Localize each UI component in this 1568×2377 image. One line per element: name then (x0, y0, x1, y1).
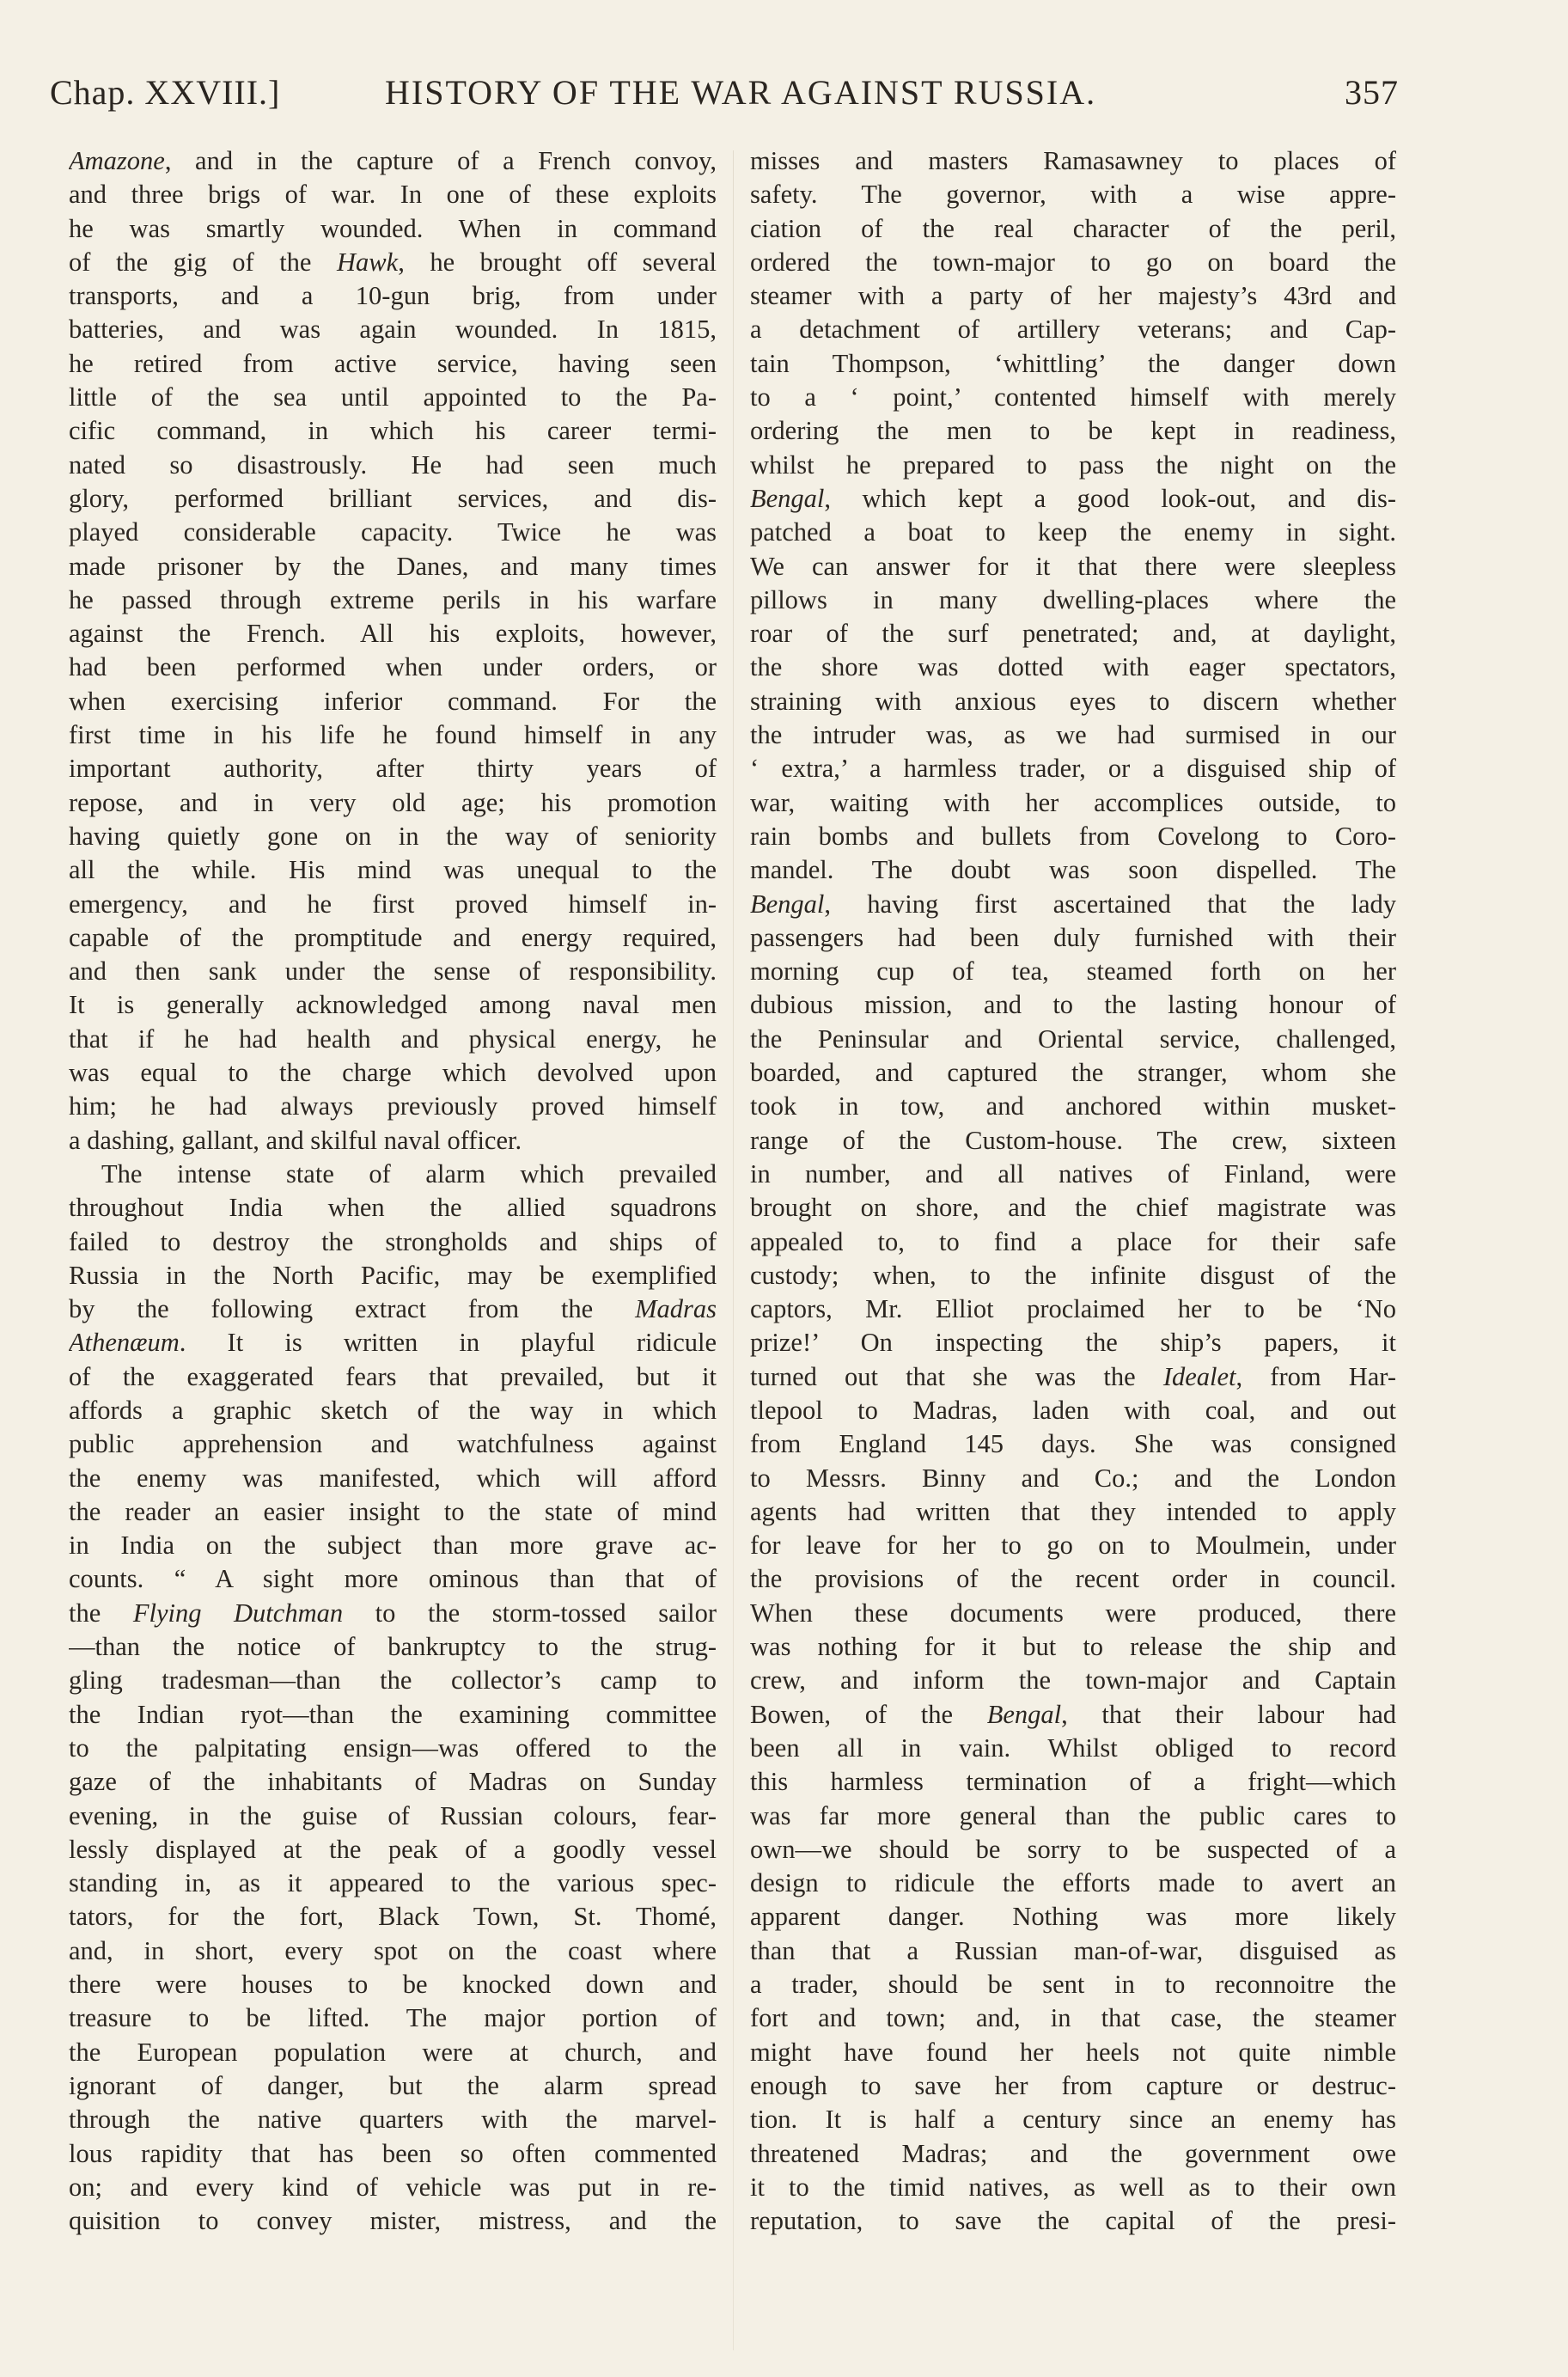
text-line: emergency, and he first proved himself in- (69, 889, 717, 919)
text-line: that if he had health and physical energy, he (69, 1024, 717, 1054)
text-line: boarded, and captured the stranger, whom she (750, 1058, 1396, 1088)
text-line: the Flying Dutchman to the storm-tossed sailor (69, 1598, 717, 1628)
text-line: there were houses to be knocked down and (69, 1970, 717, 2000)
text-line: and then sank under the sense of responsibility. (69, 956, 717, 987)
text-line: to the palpitating ensign—was offered to the (69, 1732, 717, 1763)
text-line: to a ‘ point,’ contented himself with merely (750, 382, 1396, 412)
text-line: apparent danger. Nothing was more likely (750, 1902, 1396, 1932)
text-line: safety. The governor, with a wise appre- (750, 180, 1396, 210)
text-line: When these documents were produced, there (750, 1598, 1396, 1628)
text-line: first time in his life he found himself in any (69, 720, 717, 750)
text-line: tain Thompson, ‘whittling’ the danger down (750, 348, 1396, 378)
text-line: steamer with a party of her majesty’s 43rd and (750, 281, 1396, 311)
text-line: ordered the town-major to go on board the (750, 247, 1396, 277)
page-number: 357 (1345, 73, 1399, 112)
text-line: this harmless termination of a fright—which (750, 1767, 1396, 1797)
chapter-label: Chap. XXVIII.] (50, 73, 281, 112)
text-line: agents had written that they intended to apply (750, 1496, 1396, 1526)
text-line: It is generally acknowledged among naval men (69, 990, 717, 1020)
text-line: from England 145 days. She was consigned (750, 1429, 1396, 1459)
text-line: throughout India when the allied squadrons (69, 1193, 717, 1223)
text-line: design to ridicule the efforts made to avert an (750, 1868, 1396, 1898)
text-line: and three brigs of war. In one of these exploits (69, 180, 717, 210)
text-line: roar of the surf penetrated; and, at daylight, (750, 619, 1396, 649)
text-line: the enemy was manifested, which will afford (69, 1463, 717, 1493)
text-line: the shore was dotted with eager spectators, (750, 652, 1396, 682)
text-line: misses and masters Ramasawney to places of (750, 146, 1396, 175)
text-line: he passed through extreme perils in his warfare (69, 584, 717, 614)
text-line: range of the Custom-house. The crew, sixteen (750, 1125, 1396, 1155)
text-line: the European population were at church, and (69, 2037, 717, 2067)
text-line: glory, performed brilliant services, and dis- (69, 483, 717, 513)
left-column (69, 144, 717, 2238)
text-line: nated so disastrously. He had seen much (69, 449, 717, 480)
text-line: gaze of the inhabitants of Madras on Sunday (69, 1767, 717, 1797)
running-title: HISTORY OF THE WAR AGAINST RUSSIA. (385, 73, 1097, 112)
text-line: in number, and all natives of Finland, were (750, 1158, 1396, 1188)
text-line: the intruder was, as we had surmised in our (750, 720, 1396, 750)
text-line: straining with anxious eyes to discern whether (750, 686, 1396, 716)
text-line: had been performed when under orders, or (69, 652, 717, 682)
running-header (50, 72, 1399, 124)
text-line: he was smartly wounded. When in command (69, 213, 717, 243)
text-line: affords a graphic sketch of the way in which (69, 1395, 717, 1425)
text-line: passengers had been duly furnished with their (750, 922, 1396, 952)
text-line: —than the notice of bankruptcy to the strug- (69, 1632, 717, 1662)
right-column (750, 144, 1396, 2238)
text-line: crew, and inform the town-major and Captain (750, 1665, 1396, 1696)
text-line: dubious mission, and to the lasting honour of (750, 990, 1396, 1020)
text-line: he retired from active service, having seen (69, 348, 717, 378)
text-line: custody; when, to the infinite disgust of the (750, 1260, 1396, 1290)
text-line: the provisions of the recent order in council. (750, 1564, 1396, 1594)
text-line: ciation of the real character of the peril, (750, 213, 1396, 243)
text-line: reputation, to save the capital of the presi- (750, 2206, 1396, 2236)
text-line: was equal to the charge which devolved upon (69, 1058, 717, 1088)
text-line: ignorant of danger, but the alarm spread (69, 2070, 717, 2100)
text-line: patched a boat to keep the enemy in sight. (750, 517, 1396, 547)
text-line: played considerable capacity. Twice he was (69, 517, 717, 547)
text-line: the Peninsular and Oriental service, challenged, (750, 1024, 1396, 1054)
text-line: morning cup of tea, steamed forth on her (750, 956, 1396, 987)
text-line: the reader an easier insight to the state of mind (69, 1496, 717, 1526)
text-line: appealed to, to find a place for their safe (750, 1226, 1396, 1256)
text-line: of the exaggerated fears that prevailed, but it (69, 1361, 717, 1391)
text-line: all the while. His mind was unequal to the (69, 855, 717, 885)
text-line: for leave for her to go on to Moulmein, under (750, 1531, 1396, 1561)
text-line: own—we should be sorry to be suspected of a (750, 1834, 1396, 1864)
text-line: rain bombs and bullets from Covelong to Coro- (750, 821, 1396, 851)
text-line: a detachment of artillery veterans; and Cap- (750, 315, 1396, 345)
text-line: tion. It is half a century since an enemy has (750, 2105, 1396, 2135)
text-line: pillows in many dwelling-places where the (750, 584, 1396, 614)
text-line: threatened Madras; and the government owe (750, 2138, 1396, 2168)
text-line: Amazone, and in the capture of a French convoy, (69, 146, 717, 175)
text-line: brought on shore, and the chief magistrate was (750, 1193, 1396, 1223)
text-line: to Messrs. Binny and Co.; and the London (750, 1463, 1396, 1493)
text-line: than that a Russian man-of-war, disguised as (750, 1935, 1396, 1965)
text-line: prize!’ On inspecting the ship’s papers, it (750, 1328, 1396, 1358)
text-line: fort and town; and, in that case, the steamer (750, 2003, 1396, 2033)
text-line: having quietly gone on in the way of seniority (69, 821, 717, 851)
text-line: might have found her heels not quite nimble (750, 2037, 1396, 2067)
text-line: him; he had always previously proved himself (69, 1091, 717, 1121)
text-line: when exercising inferior command. For the (69, 686, 717, 716)
text-line: capable of the promptitude and energy required, (69, 922, 717, 952)
text-line: quisition to convey mister, mistress, and the (69, 2206, 717, 2236)
text-line: failed to destroy the strongholds and ships of (69, 1226, 717, 1256)
text-line: lous rapidity that has been so often commented (69, 2138, 717, 2168)
text-line: a dashing, gallant, and skilful naval officer. (69, 1125, 522, 1155)
text-line: enough to save her from capture or destruc- (750, 2070, 1396, 2100)
text-line: transports, and a 10-gun brig, from under (69, 281, 717, 311)
text-line: in India on the subject than more grave ac- (69, 1531, 717, 1561)
text-line: made prisoner by the Danes, and many times (69, 551, 717, 581)
text-line: of the gig of the Hawk, he brought off several (69, 247, 717, 277)
text-line: through the native quarters with the marvel- (69, 2105, 717, 2135)
text-line: The intense state of alarm which prevailed (101, 1158, 717, 1188)
text-line: was far more general than the public cares to (750, 1800, 1396, 1830)
text-line: against the French. All his exploits, however, (69, 619, 717, 649)
text-line: mandel. The doubt was soon dispelled. The (750, 855, 1396, 885)
text-line: ‘ extra,’ a harmless trader, or a disguised ship of (750, 754, 1396, 784)
text-line: We can answer for it that there were sleepless (750, 551, 1396, 581)
text-line: evening, in the guise of Russian colours, fear- (69, 1800, 717, 1830)
text-line: important authority, after thirty years of (69, 754, 717, 784)
column-divider (733, 150, 734, 2350)
text-line: ordering the men to be kept in readiness, (750, 416, 1396, 446)
text-line: cific command, in which his career termi- (69, 416, 717, 446)
text-line: Russia in the North Pacific, may be exemplified (69, 1260, 717, 1290)
text-line: lessly displayed at the peak of a goodly vessel (69, 1834, 717, 1864)
text-line: Athenæum. It is written in playful ridicule (69, 1328, 717, 1358)
text-line: standing in, as it appeared to the various spec- (69, 1868, 717, 1898)
text-line: it to the timid natives, as well as to their own (750, 2172, 1396, 2202)
text-line: by the following extract from the Madras (69, 1294, 717, 1324)
text-line: captors, Mr. Elliot proclaimed her to be ‘No (750, 1294, 1396, 1324)
text-line: been all in vain. Whilst obliged to record (750, 1732, 1396, 1763)
text-line: treasure to be lifted. The major portion of (69, 2003, 717, 2033)
text-line: tlepool to Madras, laden with coal, and out (750, 1395, 1396, 1425)
text-line: little of the sea until appointed to the Pa- (69, 382, 717, 412)
text-line: and, in short, every spot on the coast where (69, 1935, 717, 1965)
text-line: gling tradesman—than the collector’s camp to (69, 1665, 717, 1696)
text-line: Bengal, which kept a good look-out, and dis- (750, 483, 1396, 513)
text-line: batteries, and was again wounded. In 1815, (69, 315, 717, 345)
text-line: Bengal, having first ascertained that the lady (750, 889, 1396, 919)
text-line: the Indian ryot—than the examining committee (69, 1699, 717, 1729)
text-line: repose, and in very old age; his promotion (69, 787, 717, 817)
text-line: turned out that she was the Idealet, from Har- (750, 1361, 1396, 1391)
text-line: war, waiting with her accomplices outside, to (750, 787, 1396, 817)
text-line: was nothing for it but to release the ship and (750, 1632, 1396, 1662)
text-line: took in tow, and anchored within musket- (750, 1091, 1396, 1121)
text-line: Bowen, of the Bengal, that their labour had (750, 1699, 1396, 1729)
text-line: tators, for the fort, Black Town, St. Thomé, (69, 1902, 717, 1932)
text-line: counts. “ A sight more ominous than that of (69, 1564, 717, 1594)
text-line: whilst he prepared to pass the night on the (750, 449, 1396, 480)
text-line: a trader, should be sent in to reconnoitre the (750, 1970, 1396, 2000)
text-line: public apprehension and watchfulness against (69, 1429, 717, 1459)
text-line: on; and every kind of vehicle was put in re- (69, 2172, 717, 2202)
